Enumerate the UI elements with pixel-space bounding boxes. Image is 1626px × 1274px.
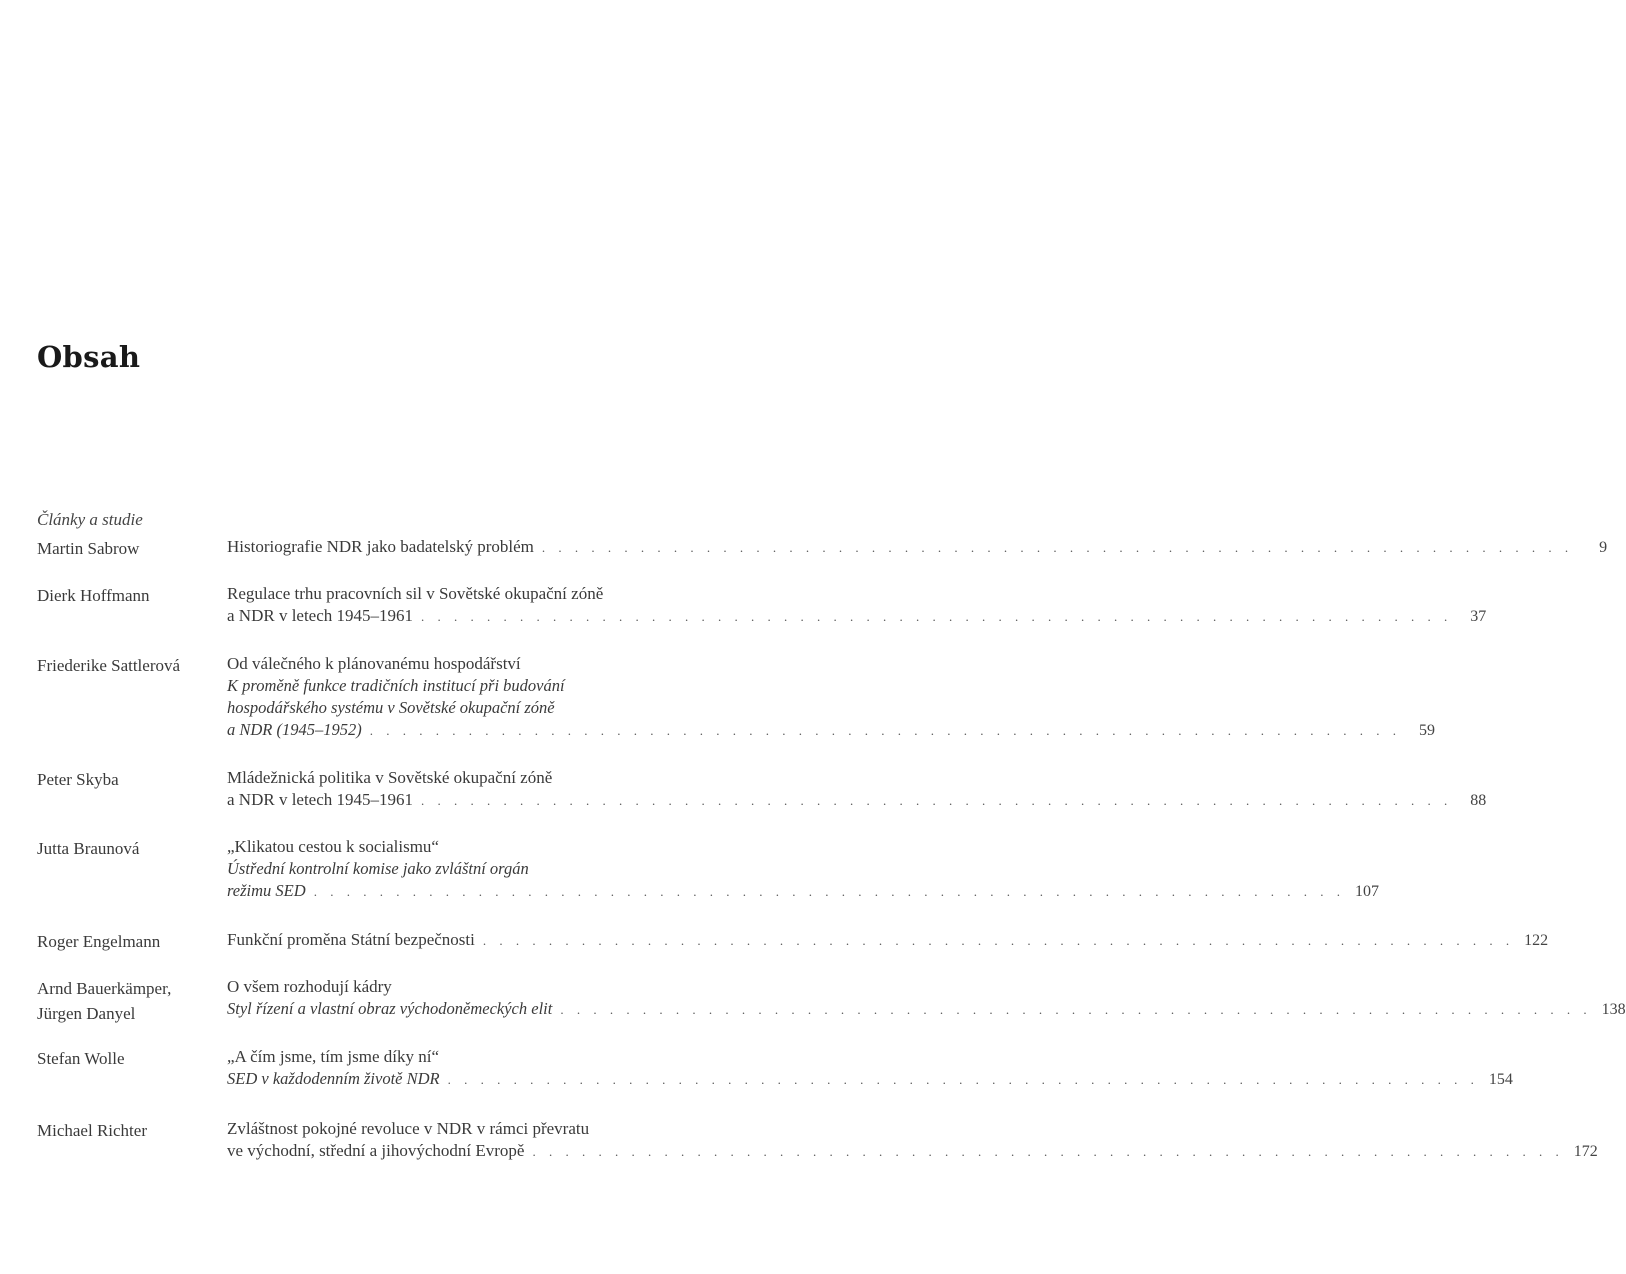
toc-line-text: Mládežnická politika v Sovětské okupační zóně	[227, 768, 553, 787]
toc-author	[37, 836, 227, 861]
toc-title-line	[227, 1118, 749, 1140]
toc-title-block	[227, 536, 1608, 558]
toc-title-block	[227, 653, 1435, 741]
toc-line-text: Historiografie NDR jako badatelský problém	[227, 537, 534, 556]
dot-leader: . . . . . . . . . . . . . . . . . . . . . . . . . . . . . . . . . . . . . . . . . . . . . . . . . . . . . . . . . . . . . . .	[482, 933, 1515, 948]
toc-title-line	[227, 789, 1487, 811]
toc-line-text: „A čím jsme, tím jsme díky ní“	[227, 1047, 440, 1066]
toc-line-text: K proměně funkce tradičních institucí při budování	[227, 676, 565, 695]
toc-author	[37, 653, 227, 678]
toc-subtitle-line	[227, 719, 1435, 741]
toc-author-name: Dierk Hoffmann	[37, 586, 150, 605]
dot-leader: . . . . . . . . . . . . . . . . . . . . . . . . . . . . . . . . . . . . . . . . . . . . . . . . . . . . . . . . . . . . . . .	[560, 1002, 1592, 1017]
toc-page-number: 9	[1599, 539, 1608, 556]
dot-leader: . . . . . . . . . . . . . . . . . . . . . . . . . . . . . . . . . . . . . . . . . . . . . . . . . . . . . . . . . . . . . . .	[369, 723, 1401, 738]
toc-line-text: SED v každodenním životě NDR	[227, 1069, 440, 1088]
toc-title-line	[227, 767, 749, 789]
dot-leader: . . . . . . . . . . . . . . . . . . . . . . . . . . . . . . . . . . . . . . . . . . . . . . . . . . . . . . . . . . . . . . .	[313, 884, 1345, 899]
toc-author	[37, 767, 227, 792]
toc-title-block	[227, 836, 1379, 902]
toc-title-line	[227, 605, 1487, 627]
toc-title-block	[227, 1046, 1513, 1090]
toc-page-number: 172	[1573, 1143, 1598, 1160]
toc-line-text: hospodářského systému v Sovětské okupační zóně	[227, 698, 555, 717]
dot-leader: . . . . . . . . . . . . . . . . . . . . . . . . . . . . . . . . . . . . . . . . . . . . . . . . . . . . . . . . . . . . . . .	[447, 1072, 1479, 1087]
toc-title-block	[227, 583, 1487, 627]
toc-subtitle-line	[227, 880, 1379, 902]
toc-author-name: Michael Richter	[37, 1121, 147, 1140]
toc-line-text: Ústřední kontrolní komise jako zvláštní orgán	[227, 859, 529, 878]
toc-title-block	[227, 929, 1549, 951]
toc-author-name: Stefan Wolle	[37, 1049, 125, 1068]
toc-title-line	[227, 653, 749, 675]
toc-line-text: Regulace trhu pracovních sil v Sovětské okupační zóně	[227, 584, 604, 603]
toc-author	[37, 1046, 227, 1071]
dot-leader: . . . . . . . . . . . . . . . . . . . . . . . . . . . . . . . . . . . . . . . . . . . . . . . . . . . . . . . . . . . . . . .	[421, 793, 1453, 808]
toc-author	[37, 929, 227, 954]
toc-page-number: 154	[1488, 1071, 1513, 1088]
toc-author-name: Peter Skyba	[37, 770, 119, 789]
toc-author-name: Arnd Bauerkämper,	[37, 979, 172, 998]
page-title: Obsah	[37, 340, 141, 374]
toc-line-text: a NDR (1945–1952)	[227, 720, 362, 739]
toc-line-text: Styl řízení a vlastní obraz východoněmeckých elit	[227, 999, 553, 1018]
toc-title-line	[227, 976, 749, 998]
toc-title-line	[227, 1046, 749, 1068]
toc-author	[37, 583, 227, 608]
toc-author	[37, 976, 227, 1026]
toc-author	[37, 536, 227, 561]
toc-line-text: ve východní, střední a jihovýchodní Evropě	[227, 1141, 525, 1160]
toc-line-text: a NDR v letech 1945–1961	[227, 790, 414, 809]
toc-page-number: 59	[1419, 722, 1435, 739]
toc-author-name: Friederike Sattlerová	[37, 656, 181, 675]
section-label: Články a studie	[37, 510, 143, 529]
toc-title-line	[227, 1140, 1598, 1162]
toc-author-name: Jutta Braunová	[37, 839, 140, 858]
toc-subtitle-line	[227, 697, 749, 719]
toc-page-number: 88	[1470, 792, 1487, 809]
dot-leader: . . . . . . . . . . . . . . . . . . . . . . . . . . . . . . . . . . . . . . . . . . . . . . . . . . . . . . . . . . . . . . .	[532, 1144, 1564, 1159]
toc-author-name: Martin Sabrow	[37, 539, 140, 558]
dot-leader: . . . . . . . . . . . . . . . . . . . . . . . . . . . . . . . . . . . . . . . . . . . . . . . . . . . . . . . . . . . . . . .	[421, 609, 1453, 624]
toc-line-text: a NDR v letech 1945–1961	[227, 606, 414, 625]
toc-subtitle-line	[227, 998, 1626, 1020]
toc-page-number: 138	[1601, 1001, 1626, 1018]
toc-line-text: Zvláštnost pokojné revoluce v NDR v rámci převratu	[227, 1119, 590, 1138]
toc-author-name: Jürgen Danyel	[37, 1004, 136, 1023]
toc-line-text: „Klikatou cestou k socialismu“	[227, 837, 439, 856]
toc-page-number: 107	[1354, 883, 1379, 900]
toc-subtitle-line	[227, 858, 749, 880]
toc-subtitle-line	[227, 675, 749, 697]
toc-title-block	[227, 1118, 1598, 1162]
toc-title-line	[227, 929, 1549, 951]
toc-line-text: Od válečného k plánovanému hospodářství	[227, 654, 521, 673]
toc-author-name: Roger Engelmann	[37, 932, 161, 951]
toc-page-number: 122	[1524, 932, 1549, 949]
toc-title-block	[227, 767, 1487, 811]
toc-title-line	[227, 536, 1608, 558]
toc-title-line	[227, 583, 749, 605]
toc-line-text: O všem rozhodují kádry	[227, 977, 392, 996]
toc-title-line	[227, 836, 749, 858]
dot-leader: . . . . . . . . . . . . . . . . . . . . . . . . . . . . . . . . . . . . . . . . . . . . . . . . . . . . . . . . . . . . . . .	[541, 540, 1574, 555]
toc-title-block	[227, 976, 1626, 1020]
toc-page-number: 37	[1470, 608, 1487, 625]
toc-subtitle-line	[227, 1068, 1513, 1090]
toc-line-text: Funkční proměna Státní bezpečnosti	[227, 930, 475, 949]
toc-line-text: režimu SED	[227, 881, 306, 900]
toc-author	[37, 1118, 227, 1143]
